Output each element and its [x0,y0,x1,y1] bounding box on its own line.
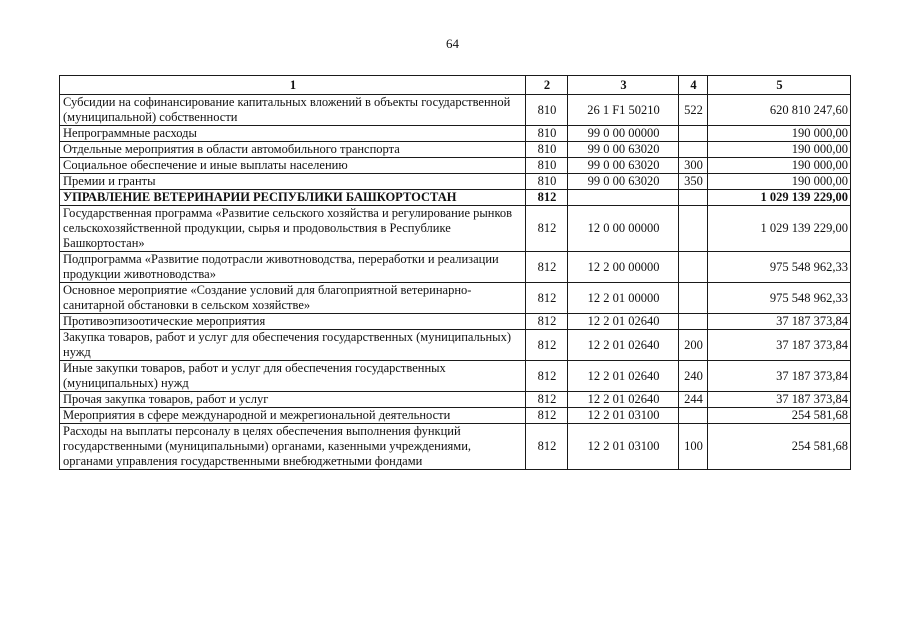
row-name-cell: Закупка товаров, работ и услуг для обеспечения государственных (муниципальных) нужд [60,330,526,361]
row-name-cell: Государственная программа «Развитие сельского хозяйства и регулирование рынков сельскохозяйственной продукции, сырья и продовольствия в Республике Башкортостан» [60,206,526,252]
row-amount-cell: 190 000,00 [708,174,851,190]
table-row [60,206,851,252]
row-name-cell: Подпрограмма «Развитие подотрасли животноводства, переработки и реализации продукции животноводства» [60,252,526,283]
row-amount-cell: 254 581,68 [708,424,851,470]
column-header: 5 [708,76,851,95]
row-vr-cell [679,252,708,283]
row-csr-cell: 12 2 01 02640 [568,392,679,408]
row-amount-cell: 190 000,00 [708,158,851,174]
row-name-cell: Противоэпизоотические мероприятия [60,314,526,330]
row-amount-cell: 37 187 373,84 [708,330,851,361]
row-name-cell: Субсидии на софинансирование капитальных вложений в объекты государственной (муниципальной) собственности [60,95,526,126]
budget-table-body [60,76,851,470]
budget-table [59,75,851,470]
row-ved-cell: 812 [526,424,568,470]
table-row [60,174,851,190]
table-row [60,95,851,126]
row-csr-cell: 99 0 00 00000 [568,126,679,142]
row-vr-cell [679,126,708,142]
row-vr-cell: 522 [679,95,708,126]
table-row [60,142,851,158]
row-csr-cell: 99 0 00 63020 [568,158,679,174]
row-name-cell: Мероприятия в сфере международной и межрегиональной деятельности [60,408,526,424]
row-vr-cell [679,408,708,424]
page-number: 64 [446,36,459,51]
row-amount-cell: 1 029 139 229,00 [708,206,851,252]
row-name-cell: Прочая закупка товаров, работ и услуг [60,392,526,408]
table-header-row [60,76,851,95]
table-row [60,408,851,424]
row-ved-cell: 810 [526,142,568,158]
row-vr-cell: 100 [679,424,708,470]
row-csr-cell: 12 2 01 03100 [568,424,679,470]
row-amount-cell: 37 187 373,84 [708,314,851,330]
row-ved-cell: 812 [526,314,568,330]
row-csr-cell: 99 0 00 63020 [568,142,679,158]
row-csr-cell: 12 2 01 02640 [568,330,679,361]
row-name-cell: Отдельные мероприятия в области автомобильного транспорта [60,142,526,158]
row-amount-cell: 190 000,00 [708,142,851,158]
row-vr-cell [679,142,708,158]
row-name-cell: УПРАВЛЕНИЕ ВЕТЕРИНАРИИ РЕСПУБЛИКИ БАШКОРТОСТАН [60,190,526,206]
row-ved-cell: 812 [526,408,568,424]
row-name-cell: Непрограммные расходы [60,126,526,142]
row-csr-cell: 99 0 00 63020 [568,174,679,190]
column-header: 2 [526,76,568,95]
row-amount-cell: 254 581,68 [708,408,851,424]
table-row [60,158,851,174]
row-vr-cell: 300 [679,158,708,174]
row-vr-cell [679,206,708,252]
row-ved-cell: 810 [526,174,568,190]
row-ved-cell: 812 [526,190,568,206]
row-amount-cell: 975 548 962,33 [708,252,851,283]
row-csr-cell [568,190,679,206]
row-ved-cell: 810 [526,158,568,174]
row-vr-cell: 240 [679,361,708,392]
row-amount-cell: 37 187 373,84 [708,361,851,392]
row-amount-cell: 1 029 139 229,00 [708,190,851,206]
row-csr-cell: 12 0 00 00000 [568,206,679,252]
table-row [60,283,851,314]
row-name-cell: Социальное обеспечение и иные выплаты населению [60,158,526,174]
row-csr-cell: 26 1 F1 50210 [568,95,679,126]
row-amount-cell: 37 187 373,84 [708,392,851,408]
row-csr-cell: 12 2 01 03100 [568,408,679,424]
row-amount-cell: 620 810 247,60 [708,95,851,126]
table-row [60,330,851,361]
row-name-cell: Премии и гранты [60,174,526,190]
row-name-cell: Иные закупки товаров, работ и услуг для обеспечения государственных (муниципальных) нужд [60,361,526,392]
row-vr-cell [679,283,708,314]
row-vr-cell: 244 [679,392,708,408]
row-amount-cell: 190 000,00 [708,126,851,142]
column-header: 3 [568,76,679,95]
table-row [60,361,851,392]
row-ved-cell: 812 [526,283,568,314]
row-csr-cell: 12 2 01 02640 [568,314,679,330]
table-row [60,126,851,142]
table-row [60,252,851,283]
row-name-cell: Расходы на выплаты персоналу в целях обеспечения выполнения функций государственными (муниципальными) органами, казенными учреждениями, органами управления государственными внебюджетными фондами [60,424,526,470]
row-name-cell: Основное мероприятие «Создание условий для благоприятной ветеринарно-санитарной обстановки в сельском хозяйстве» [60,283,526,314]
row-ved-cell: 812 [526,361,568,392]
row-ved-cell: 812 [526,252,568,283]
table-row [60,314,851,330]
row-csr-cell: 12 2 01 00000 [568,283,679,314]
row-csr-cell: 12 2 01 02640 [568,361,679,392]
row-csr-cell: 12 2 00 00000 [568,252,679,283]
column-header: 1 [60,76,526,95]
table-row [60,424,851,470]
table-row-section-heading [60,190,851,206]
row-vr-cell: 350 [679,174,708,190]
row-vr-cell: 200 [679,330,708,361]
column-header: 4 [679,76,708,95]
row-ved-cell: 810 [526,95,568,126]
row-ved-cell: 812 [526,206,568,252]
row-amount-cell: 975 548 962,33 [708,283,851,314]
row-ved-cell: 812 [526,330,568,361]
table-row [60,392,851,408]
row-vr-cell [679,190,708,206]
row-ved-cell: 810 [526,126,568,142]
row-vr-cell [679,314,708,330]
row-ved-cell: 812 [526,392,568,408]
